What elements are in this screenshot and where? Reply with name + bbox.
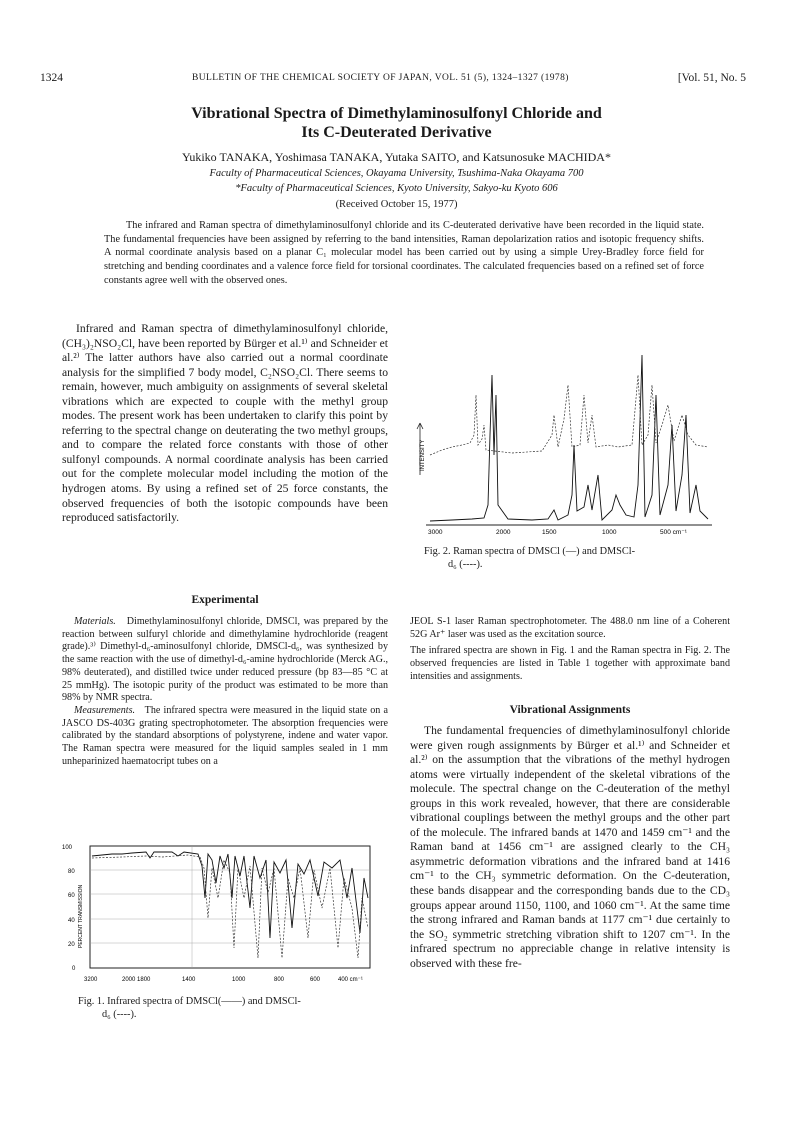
measurements-text: The infrared spectra were measured in the liquid state on a JASCO DS-403G grating spectrophotometer. The absorption frequencies were calibrated by the standard absorptions of polystyrene, indene and water vapor. The Raman spectra were measured for the liquid samples sealed in 1 mm unheparinized haematocript tubes on a (62, 704, 389, 767)
ir-ytick-40: 40 (68, 918, 75, 924)
author-list: Yukiko TANAKA, Yoshimasa TANAKA, Yutaka SAITO, and Katsunosuke MACHIDA* (182, 150, 611, 164)
raman-spectrum-dmscl-d6 (430, 375, 708, 455)
ir-xtick-1000: 1000 (232, 977, 246, 983)
raman-instrument-paragraph: JEOL S-1 laser Raman spectrophotometer. The 488.0 nm line of a Coherent 52G Ar⁺ laser was used as the excitation source. (410, 616, 730, 640)
ir-xtick-3200: 3200 (84, 977, 98, 983)
spectra-reference-paragraph: The infrared spectra are shown in Fig. 1 and the Raman spectra in Fig. 2. The observed frequencies are listed in Table 1 together with approximate band intensities and assignments. (410, 645, 730, 682)
assignments-paragraph: The fundamental frequencies of dimethylaminosulfonyl chloride were given rough assignments by Bürger et al.¹⁾ and Schneider et al.²⁾ on the assumption that the vibrations of the methyl hydrogen atoms were virtually independent of the skeletal vibrations of the molecule. The spectral change on the C-deuteration of the methyl groups in this work revealed, however, that there are considerable vibrational couplings between the methyl groups and the other part of the molecule. The infrared bands at 1470 and 1459 cm⁻¹ and the Raman band at 1456 cm⁻¹ are assigned clearly to the CH₃ asymmetric deformation vibrations and the infrared band at 1416 cm⁻¹ to the CH₃ symmetric deformation. On the C-deuteration, these bands disappear and the corresponding bands due to the CD₃ groups appear around 1150, 1100, and 1060 cm⁻¹. At the same time the strong infrared and Raman bands at 1177 cm⁻¹ due certainly to the SO₂ symmetric stretching vibration shift to 1207 cm⁻¹. In the infrared spectrum no appreciable change in relative intensity is observed with these fre- (410, 724, 730, 970)
title-line-2: Its C-Deuterated Derivative (301, 124, 492, 141)
ir-ytick-20: 20 (68, 942, 75, 948)
received-date: (Received October 15, 1977) (335, 199, 458, 210)
ir-ytick-100: 100 (62, 845, 73, 851)
figure-2-caption (424, 545, 734, 571)
raman-xtick-1500: 1500 (542, 529, 557, 535)
ir-spectrum-dmscl-d6 (92, 855, 368, 958)
volume-label: [Vol. 51, No. 5 (677, 72, 746, 84)
running-head (40, 72, 746, 88)
ir-spectrum-dmscl (92, 852, 368, 938)
raman-xtick-3000: 3000 (428, 529, 443, 535)
affiliation-okayama: Faculty of Pharmaceutical Sciences, Okayama University, Tsushima-Naka Okayama 700 (209, 168, 584, 179)
ir-plot-frame (90, 846, 370, 968)
affiliation-kyoto: *Faculty of Pharmaceutical Sciences, Kyoto University, Sakyo-ku Kyoto 606 (235, 183, 558, 194)
fig2-caption-line1: Fig. 2. Raman spectra of DMSCl (—) and DMSCl- (424, 546, 636, 557)
intro-paragraph: Infrared and Raman spectra of dimethylaminosulfonyl chloride, (CH₃)₂NSO₂Cl, have been reported by Bürger et al.¹⁾ and Schneider et al.²⁾ The latter authors have also carried out a normal coordinate analysis for the simplified 7 body model, C₂NSO₂Cl. There seems to remain, however, much ambiguity on assignments of several skeletal vibrations which are expected to couple with the methyl group modes. The present work has been undertaken to clarify this point by referring to the spectral change on deuterating the two methyl groups, and to compare the related force constants with those of other sulfonyl compounds. A normal coordinate analysis has been carried out for the complete molecular model including the motion of the hydrogen atoms. By using a refined set of 25 force constants, the observed frequencies of both the isotopic compounds have been reproduced satisfactorily. (62, 322, 388, 525)
measurements-label: Measurements. (74, 704, 136, 716)
materials-text: Dimethylaminosulfonyl chloride, DMSCl, was prepared by the reaction between sulfuryl chloride and dimethylamine hydrochloride (reagent grade).³⁾ Dimethyl-d₆-aminosulfonyl chloride, DMSCl-d₆, was synthesized by the same reaction with the use of dimethyl-d₆-amine hydrochloride (Merck AG., 98% deuterated), and distilled twice under reduced pressure (bp 83—85 °C at 25 mmHg). The isotopic purity of the product was estimated to be more than 98% by NMR spectra. (62, 616, 388, 704)
ir-xtick-400: 400 cm⁻¹ (338, 977, 363, 983)
fig2-caption-line2: d₆ (----). (448, 559, 483, 570)
ir-ytick-60: 60 (68, 893, 75, 899)
raman-xtick-1000: 1000 (602, 529, 617, 535)
journal-citation: BULLETIN OF THE CHEMICAL SOCIETY OF JAPAN, VOL. 51 (5), 1324–1327 (1978) (192, 73, 569, 83)
ir-xtick-2000-1800: 2000 1800 (122, 977, 151, 983)
raman-spectra-figure (412, 335, 722, 535)
assignments-heading: Vibrational Assignments (509, 704, 631, 716)
fig1-caption-line1: Fig. 1. Infrared spectra of DMSCl(——) and DMSCl- (78, 996, 301, 1007)
fig1-caption-line2: d₆ (----). (102, 1009, 137, 1020)
ir-xtick-600: 600 (310, 977, 321, 983)
ir-ytick-0: 0 (72, 966, 76, 972)
raman-y-axis-label: INTENSITY (420, 439, 426, 471)
article-title (60, 104, 733, 142)
ir-ytick-80: 80 (68, 869, 75, 875)
ir-y-axis-label: PERCENT TRANSMISSION (78, 884, 84, 948)
title-line-1: Vibrational Spectra of Dimethylaminosulfonyl Chloride and (191, 105, 602, 122)
experimental-heading: Experimental (191, 594, 259, 606)
ir-xtick-1400: 1400 (182, 977, 196, 983)
infrared-spectra-figure (62, 838, 382, 988)
abstract: The infrared and Raman spectra of dimethylaminosulfonyl chloride and its C-deuterated derivative have been recorded in the liquid state. The fundamental frequencies have been assigned by referring to the band intensities, Raman depolarization ratios and isotopic frequency shifts. A normal coordinate analysis based on a planar C₁ molecular model has been carried out by using a simple Urey-Bradley force field for stretching and bending coordinates and a valence force field for torsional coordinates. The calculated frequencies based on a refined set of force constants agree well with the observed ones. (104, 220, 704, 286)
assignments-section (410, 724, 730, 971)
raman-xtick-500: 500 cm⁻¹ (660, 529, 687, 535)
figure-1-caption (78, 995, 388, 1021)
raman-spectrum-dmscl (430, 355, 708, 521)
raman-xtick-2000: 2000 (496, 529, 511, 535)
ir-xtick-800: 800 (274, 977, 285, 983)
experimental-section (62, 616, 388, 768)
materials-label: Materials. (74, 616, 116, 627)
page-number: 1324 (40, 72, 63, 84)
introduction (62, 322, 388, 526)
experimental-continued (410, 616, 730, 684)
